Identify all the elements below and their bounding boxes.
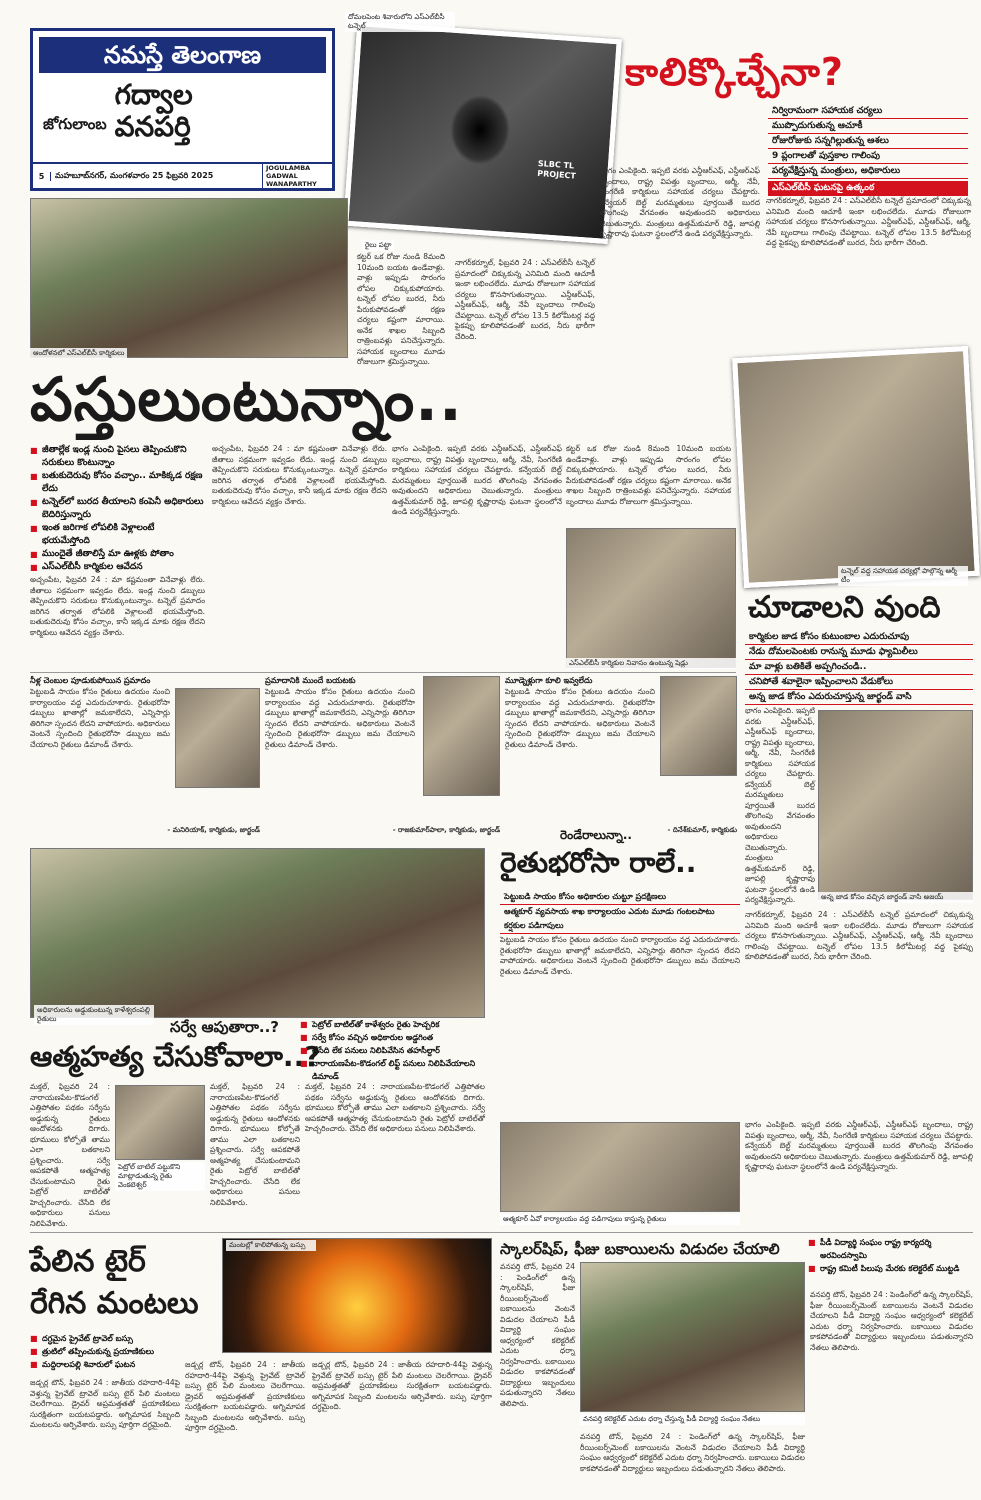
farmer-inset-photo [115, 1085, 205, 1160]
lead-bullet: నిర్విరామంగా సహాయక చర్యలు [768, 104, 968, 119]
rail-caption: రైలు పట్టా [362, 240, 394, 251]
fire-headline-2: రేగిన మంటలు [30, 1286, 199, 1321]
lead-bullet: ముప్పొదుగుతున్న ఆచూకీ [768, 119, 968, 134]
sub-bullet: ■ టన్నెల్‌లో బురద తీయాలని కంపెనీ అధికారులు బెదిరిస్తున్నారు [30, 496, 205, 522]
bus-fire-caption: మంటల్లో కాలిపోతున్న బస్సు [226, 1240, 316, 1251]
testimonial-byline: - మనిరియాక్, కార్మికుడు, జార్ఖండ్ [167, 826, 260, 834]
choodalani-photo-caption: అన్న జాడ కోసం వచ్చిన జార్ఖండ్ వాసి అజయ్ [818, 892, 973, 903]
lead-bullet: పర్యవేక్షిస్తున్న మంత్రులు, అధికారులు [768, 164, 968, 179]
lead-bullet: రోజురోజుకు సన్నగిల్లుతున్న ఆశలు [768, 134, 968, 149]
fire-body-2: జడ్చర్ల టౌన్, ఫిబ్రవరి 24 : జాతీయ రహదారి-44పై వెళ్తున్న ప్రైవేట్ ట్రావెల్ బస్సు టైర్ పేలి మంటలు చెలరేగాయి. డ్రైవర్ అప్రమత్తతతో ప్రయాణికులు సురక్షితంగా బయటపడ్డారు. అగ్నిమాపక సిబ్బంది మంటలను ఆర్పివేశారు. బస్సు పూర్తిగా దగ్ధమైంది. [185, 1360, 305, 1432]
fire-headline-1: పేలిన టైర్ [30, 1244, 146, 1279]
choodalani-bullets: కార్మికుల జాడ కోసం కుటుంబాల ఎదురుచూపు నేడు దోమలపెంటకు రానున్న మూడు ఫ్యామిలీలు మా వాళ్లు బతికితే అప్పగించండి.. చనిపోతే శవాలైనా ఇప్పించాలని వేడుకోలు అన్న జాడ కోసం ఎదురుచూస్తున్న జార్ఖండ్ వాసి [745, 630, 973, 705]
scholarship-body-1: వనపర్తి టౌన్, ఫిబ్రవరి 24 : పెండింగ్‌లో ఉన్న స్కాలర్‌షిప్, ఫీజు రీయింబర్స్‌మెంట్ బకాయిలను వెంటనే విడుదల చేయాలని పీడీ విద్యార్థి సంఘం ఆధ్వర్యంలో కలెక్టరేట్ ఎదుట ధర్నా నిర్వహించారు. బకాయిలు విడుదల కాకపోవడంతో విద్యార్థులు ఇబ్బందులు పడుతున్నారని నేతలు తెలిపారు. [500, 1262, 575, 1408]
lead-bullet: 9 ప్లంగాలతో పుస్తకాల గాలింపు [768, 149, 968, 164]
lead-column-b: నాగర్‌కర్నూల్, ఫిబ్రవరి 24 : ఎస్‌ఎల్‌బీసీ టన్నెల్ ప్రమాదంలో చిక్కుకున్న ఎనిమిది మంది ఆచూకీ ఇంకా లభించలేదు. మూడు రోజులుగా సహాయక చర్యలు కొనసాగుతున్నాయి. ఎన్డీఆర్ఎఫ్, ఎస్డీఆర్ఎఫ్, ఆర్మీ, నేవీ బృందాలు గాలింపు చేపట్టాయి. టన్నెల్ లోపల 13.5 కిలోమీటర్ల వద్ద పైకప్పు కూలిపోవడంతో బురద, నీరు భారీగా చేరింది. [455, 258, 595, 341]
kicker-headline: కాలిక్కొచ్చేనా? [625, 50, 844, 94]
workers-photo [30, 198, 348, 358]
masthead-district-3: వనపర్తి [114, 110, 191, 143]
testimonial-portrait [423, 676, 500, 796]
body-column-d: అచ్చంపేట, ఫిబ్రవరి 24 : మా కష్టమంతా వినేవాళ్లు లేరు. జీతాలు సక్రమంగా ఇవ్వడం లేదు. ఇండ్ల నుంచి డబ్బులు తెప్పించుకొని సరుకులు కొనుక్కుంటున్నాం. టన్నెల్ ప్రమాదం జరిగిన తర్వాత లోపలికి వెళ్లాలంటే భయమేస్తోంది. బతుకుదెరువు కోసం వచ్చాం, కానీ ఇక్కడ మాకు రక్షణ లేదని కార్మికులు ఆవేదన వ్యక్తం చేశారు. [30, 575, 205, 637]
scholarship-headline: స్కాలర్‌షిప్, ఫీజు బకాయిలను విడుదల చేయాలి [500, 1240, 780, 1258]
lead-column-a: కట్టర్ ఒక రోజు నుండి 8మంది 10మంది బయట ఉండేవాళ్లు. వాళ్లు ఇప్పుడు సొరంగం లోపల చిక్కుకుపోయారు. టన్నెల్ లోపల బురద, నీరు పేరుకుపోవడంతో రక్షణ చర్యలు కష్టంగా మారాయి. అనేక శాఖల సిబ్బంది రాత్రింబవళ్లు పనిచేస్తున్నారు. సహాయక బృందాలు మూడు రోజులుగా శ్రమిస్తున్నాయి. [357, 252, 445, 366]
rythu-bullets: పెట్టుబడి సాయం కోసం అధికారుల చుట్టూ ప్రదక్షిణలు ఆత్మకూర్ వ్యవసాయ శాఖ కార్యాలయం ఎదుట మూడు గంటలపాటు కర్షకుల పడిగాపులు [500, 890, 740, 934]
choodalani-body: భాగం ఎంపికైంది. ఇప్పటి వరకు ఎన్డీఆర్ఎఫ్, ఎస్డీఆర్ఎఫ్ బృందాలు, రాష్ట్ర విపత్తు బృందాలు, ఆర్మీ, నేవీ, సింగరేణి కార్మికులు సహాయక చర్యలు చేపట్టారు. కన్వేయర్ బెల్ట్ మరమ్మతులు పూర్తయితే బురద తొలగింపు వేగవంతం అవుతుందని అధికారులు చెబుతున్నారు. మంత్రులు ఉత్తమ్‌కుమార్ రెడ్డి, జూపల్లి కృష్ణారావు ఘటనా స్థలంలోనే ఉండి పర్యవేక్షిస్తున్నారు. [745, 706, 815, 904]
lead-column-c: భాగం ఎంపికైంది. ఇప్పటి వరకు ఎన్డీఆర్ఎఫ్, ఎస్డీఆర్ఎఫ్ బృందాలు, రాష్ట్ర విపత్తు బృందాలు, ఆర్మీ, నేవీ, సింగరేణి కార్మికులు సహాయక చర్యలు చేపట్టారు. కన్వేయర్ బెల్ట్ మరమ్మతులు పూర్తయితే బురద తొలగింపు వేగవంతం అవుతుందని అధికారులు చెబుతున్నారు. మంత్రులు ఉత్తమ్‌కుమార్ రెడ్డి, జూపల్లి కృష్ణారావు ఘటనా స్థలంలోనే ఉండి పర్యవేక్షిస్తున్నారు. [600, 166, 760, 238]
scholarship-side-bullets: ■ పీడీ విద్యార్థి సంఘం రాష్ట్ర కార్యదర్శి అరవిందస్వామి ■ రాష్ట్ర కమిటీ పిలుపు మేరకు కలెక్టరేట్ ముట్టడి [808, 1236, 973, 1275]
farmers-body-2: మక్తల్, ఫిబ్రవరి 24 : నారాయణపేట-కొడంగల్ ఎత్తిపోతల పథకం సర్వేను అడ్డుకున్న రైతులు ఆందోళనకు దిగారు. భూములు కోల్పోతే తాము ఎలా బతకాలని ప్రశ్నించారు. సర్వే ఆపకపోతే ఆత్మహత్య చేసుకుంటామని రైతు పెట్రోల్ బాటిల్‌తో హెచ్చరించారు. చేసేది లేక అధికారులు పనులు నిలిపివేశారు. [210, 1082, 300, 1207]
choodalani-body-2: నాగర్‌కర్నూల్, ఫిబ్రవరి 24 : ఎస్‌ఎల్‌బీసీ టన్నెల్ ప్రమాదంలో చిక్కుకున్న ఎనిమిది మంది ఆచూకీ ఇంకా లభించలేదు. మూడు రోజులుగా సహాయక చర్యలు కొనసాగుతున్నాయి. ఎన్డీఆర్ఎఫ్, ఎస్డీఆర్ఎఫ్, ఆర్మీ, నేవీ బృందాలు గాలింపు చేపట్టాయి. టన్నెల్ లోపల 13.5 కిలోమీటర్ల వద్ద పైకప్పు కూలిపోవడంతో బురద, నీరు భారీగా చేరింది. [745, 910, 973, 961]
masthead-district-1: జోగులాంబ [43, 115, 107, 133]
rythu-photo-caption: ఆత్మకూర్ ఏవో కార్యాలయం వద్ద పడిగాపులు కాస్తున్న రైతులు [500, 1214, 740, 1225]
farmers-bullets: ■ పెట్రోల్ బాటిల్‌తో కాళేశ్వరం రైతు హెచ్చరిక ■ సర్వే కోసం వచ్చిన అధికారుల అడ్డగింత ■ చేసేది లేక పనులు నిలిపివేసిన తహసీల్దార్ ■ నారాయణపేట-కొడంగల్ లిఫ్ట్ పనులు నిలిపివేయాలని డిమాండ్ [300, 1018, 485, 1083]
masthead [30, 28, 335, 191]
tunnel-photo-caption: దోమలపెంట శివారులోని ఎస్‌ఎల్‌బీసీ టన్నెల్ [345, 12, 455, 32]
testimonial-3: మూడ్నెళ్లుగా కూలి ఇవ్వలేదు పెట్టుబడి సాయం కోసం రైతులు ఉదయం నుంచి కార్యాలయం వద్ద ఎదురుచూశారు. రైతుభరోసా డబ్బులు ఖాతాల్లో జమకాలేదని, ఎన్నిసార్లు తిరిగినా స్పందన లేదని వాపోయారు. అధికారులు వెంటనే స్పందించి రైతుభరోసా డబ్బులు జమ చేయాలని రైతులు డిమాండ్ చేశారు. - దినేశ్‌కుమార్, కార్మికుడు [505, 676, 737, 834]
scholarship-photo-caption: వనపర్తి కలెక్టరేట్ ఎదుట ధర్నా చేస్తున్న పీడీ విద్యార్థి సంఘం నేతలు [580, 1414, 805, 1425]
testimonial-portrait [660, 676, 737, 776]
farmers-photo-caption: అధికారులను అడ్డుకుంటున్న కాళేశ్వరంపల్లి రైతులు [34, 1005, 154, 1025]
testimonial-portrait [175, 688, 260, 788]
scholarship-body-2: వనపర్తి టౌన్, ఫిబ్రవరి 24 : పెండింగ్‌లో ఉన్న స్కాలర్‌షిప్, ఫీజు రీయింబర్స్‌మెంట్ బకాయిలను వెంటనే విడుదల చేయాలని పీడీ విద్యార్థి సంఘం ఆధ్వర్యంలో కలెక్టరేట్ ఎదుట ధర్నా నిర్వహించారు. బకాయిలు విడుదల కాకపోవడంతో విద్యార్థులు ఇబ్బందులు పడుతున్నారని నేతలు తెలిపారు. [580, 1432, 805, 1473]
body-column-d3: భాగం ఎంపికైంది. ఇప్పటి వరకు ఎన్డీఆర్ఎఫ్, ఎస్డీఆర్ఎఫ్ బృందాలు, రాష్ట్ర విపత్తు బృందాలు, ఆర్మీ, నేవీ, సింగరేణి కార్మికులు సహాయక చర్యలు చేపట్టారు. కన్వేయర్ బెల్ట్ మరమ్మతులు పూర్తయితే బురద తొలగింపు వేగవంతం అవుతుందని అధికారులు చెబుతున్నారు. మంత్రులు ఉత్తమ్‌కుమార్ రెడ్డి, జూపల్లి కృష్ణారావు ఘటనా స్థలంలోనే ఉండి పర్యవేక్షిస్తున్నారు. [392, 444, 562, 516]
rythu-photo [500, 1122, 740, 1212]
fire-body-3: జడ్చర్ల టౌన్, ఫిబ్రవరి 24 : జాతీయ రహదారి-44పై వెళ్తున్న ప్రైవేట్ ట్రావెల్ బస్సు టైర్ పేలి మంటలు చెలరేగాయి. డ్రైవర్ అప్రమత్తతతో ప్రయాణికులు సురక్షితంగా బయటపడ్డారు. అగ్నిమాపక సిబ్బంది మంటలను ఆర్పివేశారు. బస్సు పూర్తిగా దగ్ధమైంది. [312, 1360, 492, 1411]
testimonial-title: ప్రమాదానికి ముందే బయటకు [265, 676, 356, 685]
sub-bullet: ■ జీతాల్లేక ఇండ్ల నుంచి పైసలు తెప్పించుకొని సరుకులు కొంటున్నాం [30, 444, 205, 470]
big-headline: పస్తులుంటున్నాం.. [30, 365, 463, 435]
farmers-body-3: మక్తల్, ఫిబ్రవరి 24 : నారాయణపేట-కొడంగల్ ఎత్తిపోతల పథకం సర్వేను అడ్డుకున్న రైతులు ఆందోళనకు దిగారు. భూములు కోల్పోతే తాము ఎలా బతకాలని ప్రశ్నించారు. సర్వే ఆపకపోతే ఆత్మహత్య చేసుకుంటామని రైతు పెట్రోల్ బాటిల్‌తో హెచ్చరించారు. చేసేది లేక అధికారులు పనులు నిలిపివేశారు. [305, 1082, 485, 1133]
body-column-d4: కట్టర్ ఒక రోజు నుండి 8మంది 10మంది బయట ఉండేవాళ్లు. వాళ్లు ఇప్పుడు సొరంగం లోపల చిక్కుకుపోయారు. టన్నెల్ లోపల బురద, నీరు పేరుకుపోవడంతో రక్షణ చర్యలు కష్టంగా మారాయి. అనేక శాఖల సిబ్బంది రాత్రింబవళ్లు పనిచేస్తున్నారు. సహాయక బృందాలు మూడు రోజులుగా శ్రమిస్తున్నాయి. [566, 444, 731, 506]
masthead-district-2: గద్వాల [114, 78, 193, 111]
testimonial-byline: - దినేశ్‌కుమార్, కార్మికుడు [667, 826, 737, 834]
masthead-brand: నమస్తే తెలంగాణ [39, 37, 326, 73]
farmers-photo [30, 848, 485, 1018]
body-column-d2: అచ్చంపేట, ఫిబ్రవరి 24 : మా కష్టమంతా వినేవాళ్లు లేరు. జీతాలు సక్రమంగా ఇవ్వడం లేదు. ఇండ్ల నుంచి డబ్బులు తెప్పించుకొని సరుకులు కొనుక్కుంటున్నాం. టన్నెల్ ప్రమాదం జరిగిన తర్వాత లోపలికి వెళ్లాలంటే భయమేస్తోంది. బతుకుదెరువు కోసం వచ్చాం, కానీ ఇక్కడ మాకు రక్షణ లేదని కార్మికులు ఆవేదన వ్యక్తం చేశారు. [212, 444, 387, 506]
sub-bullet: ■ బతుకుదెరువు కోసం వచ్చాం.. మాకిక్కడ రక్షణ లేదు [30, 470, 205, 496]
edition-label: JOGULAMBA GADWAL WANAPARTHY [262, 164, 332, 188]
lead-column-c2: నాగర్‌కర్నూల్, ఫిబ్రవరి 24 : ఎస్‌ఎల్‌బీసీ టన్నెల్ ప్రమాదంలో చిక్కుకున్న ఎనిమిది మంది ఆచూకీ ఇంకా లభించలేదు. మూడు రోజులుగా సహాయక చర్యలు కొనసాగుతున్నాయి. ఎన్డీఆర్ఎఫ్, ఎస్డీఆర్ఎఫ్, ఆర్మీ, నేవీ బృందాలు గాలింపు చేపట్టాయి. టన్నెల్ లోపల 13.5 కిలోమీటర్ల వద్ద పైకప్పు కూలిపోవడంతో బురద, నీరు భారీగా చేరింది. [766, 196, 971, 247]
scholarship-photo [580, 1262, 805, 1412]
testimonial-title: మూడ్నెళ్లుగా కూలి ఇవ్వలేదు [505, 676, 593, 685]
tag-badge: ఎస్‌ఎల్‌బీసీ ఘటనపై ఉత్కంఠ [768, 181, 968, 196]
tunnel-sign: SLBC TL PROJECT [536, 158, 577, 181]
rythu-headline: రైతుభరోసా రాలే.. [500, 846, 697, 879]
dateline: మహబూబ్‌నగర్, మంగళవారం 25 ఫిబ్రవరి 2025 [55, 170, 214, 180]
workers-photo-caption: ఆందోళనలో ఎస్‌ఎల్‌బీసీ కార్మికులు [30, 348, 127, 359]
testimonial-byline: - రాజకుమార్‌పాలా, కార్మికుడు, జార్ఖండ్ [392, 826, 500, 834]
rythu-body-2: భాగం ఎంపికైంది. ఇప్పటి వరకు ఎన్డీఆర్ఎఫ్, ఎస్డీఆర్ఎఫ్ బృందాలు, రాష్ట్ర విపత్తు బృందాలు, ఆర్మీ, నేవీ, సింగరేణి కార్మికులు సహాయక చర్యలు చేపట్టారు. కన్వేయర్ బెల్ట్ మరమ్మతులు పూర్తయితే బురద తొలగింపు వేగవంతం అవుతుందని అధికారులు చెబుతున్నారు. మంత్రులు ఉత్తమ్‌కుమార్ రెడ్డి, జూపల్లి కృష్ణారావు ఘటనా స్థలంలోనే ఉండి పర్యవేక్షిస్తున్నారు. [745, 1120, 973, 1171]
farmers-headline: ఆత్మహత్య చేసుకోవాలా..? [30, 1040, 321, 1073]
sub-bullet: ■ ఎస్‌ఎల్‌బీసీ కార్మికుల ఆవేదన [30, 561, 205, 574]
tunnel-photo [343, 21, 622, 244]
fire-bullets: ■ దగ్ధమైన ప్రైవేట్ ట్రావెల్ బస్సు ■ త్రుటిలో తప్పించుకున్న ప్రయాణికులు ■ మద్దిరాలపల్లి శివారులో ఘటన [30, 1332, 220, 1371]
camp-photo [566, 528, 736, 668]
testimonial-title: నీళ్ల చెంబుల పూడుకుపోయిన ప్రమాదం [30, 676, 151, 685]
page-number: 5 [33, 172, 51, 181]
bus-fire-photo [222, 1238, 492, 1353]
army-team-caption: టన్నెల్ వద్ద సహాయక చర్యల్లో పాల్గొన్న ఆర్మీ టీం [838, 566, 968, 586]
farmers-body-1: మక్తల్, ఫిబ్రవరి 24 : నారాయణపేట-కొడంగల్ ఎత్తిపోతల పథకం సర్వేను అడ్డుకున్న రైతులు ఆందోళనకు దిగారు. భూములు కోల్పోతే తాము ఎలా బతకాలని ప్రశ్నించారు. సర్వే ఆపకపోతే ఆత్మహత్య చేసుకుంటామని రైతు పెట్రోల్ బాటిల్‌తో హెచ్చరించారు. చేసేది లేక అధికారులు పనులు నిలిపివేశారు. [30, 1082, 110, 1228]
fire-body-1: జడ్చర్ల టౌన్, ఫిబ్రవరి 24 : జాతీయ రహదారి-44పై వెళ్తున్న ప్రైవేట్ ట్రావెల్ బస్సు టైర్ పేలి మంటలు చెలరేగాయి. డ్రైవర్ అప్రమత్తతతో ప్రయాణికులు సురక్షితంగా బయటపడ్డారు. అగ్నిమాపక సిబ్బంది మంటలను ఆర్పివేశారు. బస్సు పూర్తిగా దగ్ధమైంది. [30, 1378, 180, 1429]
camp-photo-caption: ఎస్‌ఎల్‌బీసీ కార్మికుల నివాసం ఉంటున్న షెడ్లు [566, 658, 736, 669]
testimonial-2: ప్రమాదానికి ముందే బయటకు పెట్టుబడి సాయం కోసం రైతులు ఉదయం నుంచి కార్యాలయం వద్ద ఎదురుచూశారు. రైతుభరోసా డబ్బులు ఖాతాల్లో జమకాలేదని, ఎన్నిసార్లు తిరిగినా స్పందన లేదని వాపోయారు. అధికారులు వెంటనే స్పందించి రైతుభరోసా డబ్బులు జమ చేయాలని రైతులు డిమాండ్ చేశారు. - రాజకుమార్‌పాలా, కార్మికుడు, జార్ఖండ్ [265, 676, 500, 834]
rythu-kicker: రెండేరాలున్నా.. [560, 828, 632, 842]
army-team-photo [732, 346, 980, 588]
testimonial-1: నీళ్ల చెంబుల పూడుకుపోయిన ప్రమాదం పెట్టుబడి సాయం కోసం రైతులు ఉదయం నుంచి కార్యాలయం వద్ద ఎదురుచూశారు. రైతుభరోసా డబ్బులు ఖాతాల్లో జమకాలేదని, ఎన్నిసార్లు తిరిగినా స్పందన లేదని వాపోయారు. అధికారులు వెంటనే స్పందించి రైతుభరోసా డబ్బులు జమ చేయాలని రైతులు డిమాండ్ చేశారు. - మనిరియాక్, కార్మికుడు, జార్ఖండ్ [30, 676, 260, 834]
sub-bullet: ■ ఇంత జరిగాక లోపలికి వెళ్లాలంటే భయమేస్తోంది [30, 522, 205, 548]
scholarship-body-3: వనపర్తి టౌన్, ఫిబ్రవరి 24 : పెండింగ్‌లో ఉన్న స్కాలర్‌షిప్, ఫీజు రీయింబర్స్‌మెంట్ బకాయిలను వెంటనే విడుదల చేయాలని పీడీ విద్యార్థి సంఘం ఆధ్వర్యంలో కలెక్టరేట్ ఎదుట ధర్నా నిర్వహించారు. బకాయిలు విడుదల కాకపోవడంతో విద్యార్థులు ఇబ్బందులు పడుతున్నారని నేతలు తెలిపారు. [810, 1290, 973, 1352]
farmer-inset-caption: పెట్రోల్ బాటిల్ పట్టుకొని మాట్లాడుతున్న రైతు వెంకటెశ్వర్‌ [115, 1162, 205, 1191]
sub-bullets [30, 444, 205, 574]
farmers-kicker: సర్వే ఆపుతారా..? [170, 1018, 280, 1036]
sub-bullet: ■ ముందైతే జీతాలిస్తే మా ఊళ్లకు పోతాం [30, 548, 205, 561]
rythu-body: పెట్టుబడి సాయం కోసం రైతులు ఉదయం నుంచి కార్యాలయం వద్ద ఎదురుచూశారు. రైతుభరోసా డబ్బులు ఖాతాల్లో జమకాలేదని, ఎన్నిసార్లు తిరిగినా స్పందన లేదని వాపోయారు. అధికారులు వెంటనే స్పందించి రైతుభరోసా డబ్బులు జమ చేయాలని రైతులు డిమాండ్ చేశారు. [500, 935, 740, 976]
choodalani-photo [818, 710, 973, 900]
lead-bullets [768, 104, 968, 196]
choodalani-headline: చూడాలని వుంది [748, 590, 941, 625]
